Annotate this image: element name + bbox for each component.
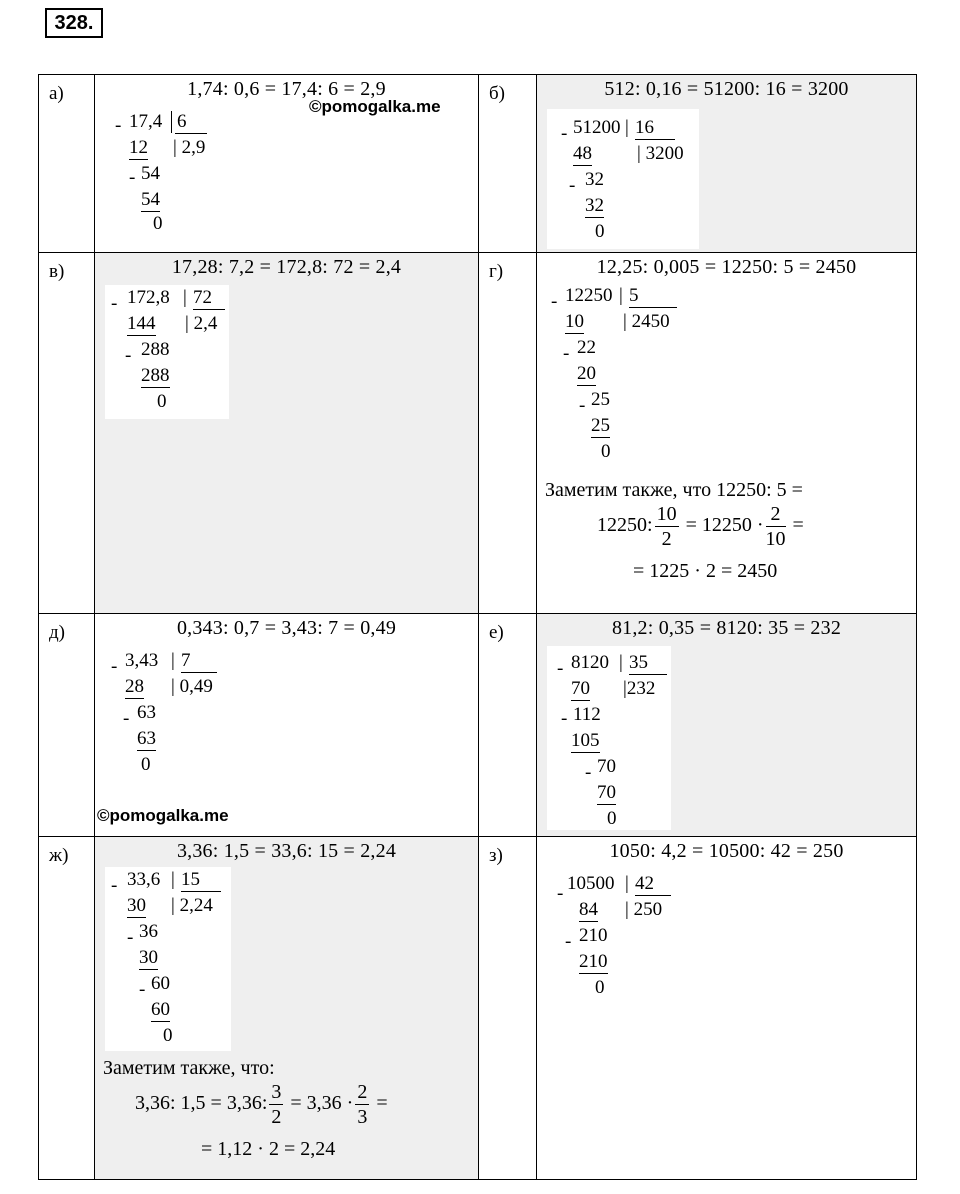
dividend: 51200: [573, 117, 621, 138]
cell-g: [537, 253, 917, 614]
equation-a: 1,74: 0,6 = 17,4: 6 = 2,9: [187, 78, 386, 100]
minus-sign: -: [551, 291, 558, 312]
numerator: 10: [656, 503, 677, 525]
minus-sign: -: [111, 875, 118, 896]
subtrahend: 30: [127, 895, 146, 916]
subtrahend: 70: [597, 782, 616, 803]
minus-sign: -: [563, 343, 570, 364]
equation-e: 81,2: 0,35 = 8120: 35 = 232: [611, 617, 842, 639]
denominator: 2: [661, 528, 672, 550]
cell-b: [537, 75, 917, 253]
division-bar: |: [625, 117, 629, 138]
remainder: 70: [597, 756, 616, 777]
minus-sign: -: [111, 656, 118, 677]
equation-v: 17,28: 7,2 = 172,8: 72 = 2,4: [171, 256, 402, 278]
solutions-table: [38, 74, 917, 1180]
equation-zh: 3,36: 1,5 = 33,6: 15 = 2,24: [176, 840, 397, 862]
subtrahend: 105: [571, 730, 600, 751]
numerator: 2: [357, 1081, 368, 1103]
label-b: б): [479, 75, 537, 253]
note-text: = 3,36 ·: [290, 1092, 354, 1115]
quotient-value: 2450: [631, 311, 670, 332]
long-division-a: [115, 111, 220, 235]
divisor: 35: [629, 652, 667, 675]
equation-g: 12,25: 0,005 = 12250: 5 = 2450: [596, 256, 857, 278]
subtrahend: 32: [585, 195, 604, 216]
cell-a: [95, 75, 479, 253]
minus-sign: -: [139, 979, 146, 1000]
note-text: = 12250 ·: [685, 514, 764, 537]
minus-sign: -: [579, 395, 586, 416]
subtrahend: 84: [579, 899, 598, 920]
cell-d: [95, 614, 479, 837]
cell-z: [537, 837, 917, 1180]
label-v: в): [39, 253, 95, 614]
watermark: ©pomogalka.me: [97, 806, 229, 825]
numerator: 3: [271, 1081, 282, 1103]
quotient: | 3200: [637, 143, 684, 164]
dividend: 3,43: [125, 650, 159, 671]
remainder-final: 0: [595, 977, 605, 998]
fraction: [269, 1080, 283, 1129]
equation-b: 512: 0,16 = 51200: 16 = 3200: [604, 78, 849, 100]
divisor: 16: [635, 117, 675, 140]
remainder-final: 0: [163, 1025, 173, 1046]
remainder-final: 0: [141, 754, 151, 775]
minus-sign: -: [561, 123, 568, 144]
minus-sign: -: [561, 708, 568, 729]
minus-sign: -: [111, 293, 118, 314]
table-row: [39, 614, 917, 837]
minus-sign: -: [557, 658, 564, 679]
minus-sign: -: [129, 167, 136, 188]
minus-sign: -: [125, 345, 132, 366]
remainder: 54: [141, 163, 160, 184]
division-bar: |: [619, 652, 623, 673]
remainder: 60: [151, 973, 170, 994]
equation-z: 1050: 4,2 = 10500: 42 = 250: [609, 840, 844, 862]
divisor: 7: [181, 650, 217, 673]
quotient: | 2,24: [171, 895, 213, 916]
quotient: | 2,4: [185, 313, 218, 334]
subtrahend: 70: [571, 678, 590, 699]
label-zh: ж): [39, 837, 95, 1180]
subtrahend: 48: [573, 143, 592, 164]
subtrahend: 20: [577, 363, 596, 384]
divisor: 15: [181, 869, 221, 892]
long-division-e: [547, 646, 671, 830]
remainder: 112: [573, 704, 601, 725]
note-line: = 1225 · 2 = 2450: [633, 560, 778, 582]
quotient-value: 2,9: [181, 137, 206, 158]
note-line: Заметим также, что 12250: 5 =: [545, 479, 803, 501]
remainder: 288: [141, 339, 170, 360]
note-fraction-line: [135, 1080, 478, 1136]
cell-v: [95, 253, 479, 614]
dividend: 17,4: [129, 111, 163, 132]
subtrahend: 144: [127, 313, 156, 334]
denominator: 10: [765, 528, 786, 550]
division-bar: |: [183, 287, 187, 308]
minus-sign: -: [569, 175, 576, 196]
remainder: 36: [139, 921, 158, 942]
label-g: г): [479, 253, 537, 614]
remainder-final: 0: [607, 808, 617, 829]
equation-d: 0,343: 0,7 = 3,43: 7 = 0,49: [176, 617, 397, 639]
subtrahend: 25: [591, 415, 610, 436]
quotient-value: 2,4: [193, 313, 218, 334]
subtrahend: 210: [579, 951, 608, 972]
long-division-d: [111, 650, 231, 776]
quotient: | 0,49: [171, 676, 213, 697]
quotient-value: 2,24: [179, 895, 213, 916]
remainder: 32: [585, 169, 604, 190]
note-text: =: [376, 1092, 388, 1115]
note-fraction-line: [597, 502, 916, 558]
remainder: 25: [591, 389, 610, 410]
cell-e: [537, 614, 917, 837]
long-division-v: [105, 285, 229, 419]
remainder: 63: [137, 702, 156, 723]
remainder-final: 0: [595, 221, 605, 242]
dividend: 10500: [567, 873, 615, 894]
remainder: 210: [579, 925, 608, 946]
divisor: 5: [629, 285, 677, 308]
quotient-value: 232: [626, 678, 656, 699]
dividend: 33,6: [127, 869, 161, 890]
remainder-final: 0: [157, 391, 167, 412]
note-line: Заметим также, что:: [103, 1057, 275, 1079]
remainder-final: 0: [153, 213, 163, 234]
subtrahend: 54: [141, 189, 160, 210]
quotient: | 2,9: [173, 137, 206, 158]
division-bar: [171, 111, 172, 133]
dividend: 8120: [571, 652, 609, 673]
subtrahend: 28: [125, 676, 144, 697]
quotient-value: 250: [633, 899, 663, 920]
subtrahend: 30: [139, 947, 158, 968]
divisor: 72: [193, 287, 225, 310]
watermark: ©pomogalka.me: [309, 97, 441, 116]
subtrahend: 63: [137, 728, 156, 749]
minus-sign: -: [565, 931, 572, 952]
remainder-final: 0: [601, 441, 611, 462]
subtrahend: 60: [151, 999, 170, 1020]
dividend: 172,8: [127, 287, 170, 308]
division-bar: |: [619, 285, 623, 306]
remainder: 22: [577, 337, 596, 358]
fraction: [355, 1080, 369, 1129]
minus-sign: -: [123, 708, 130, 729]
table-row: [39, 837, 917, 1180]
minus-sign: -: [115, 115, 122, 136]
denominator: 2: [271, 1106, 282, 1128]
divisor: 42: [635, 873, 671, 896]
division-bar: |: [625, 873, 629, 894]
note-text: 3,36: 1,5 = 3,36:: [135, 1092, 268, 1115]
label-d: д): [39, 614, 95, 837]
note-line: = 1,12 · 2 = 2,24: [201, 1138, 336, 1160]
minus-sign: -: [557, 883, 564, 904]
quotient: | 2450: [623, 311, 670, 332]
long-division-zh: [105, 867, 231, 1051]
division-bar: |: [171, 650, 175, 671]
denominator: 3: [357, 1106, 368, 1128]
divisor: 6: [175, 111, 207, 134]
quotient: |232: [623, 678, 656, 699]
cell-zh: [95, 837, 479, 1180]
division-bar: |: [171, 869, 175, 890]
table-row: [39, 253, 917, 614]
fraction: [655, 502, 679, 551]
subtrahend: 10: [565, 311, 584, 332]
long-division-g: [551, 285, 691, 467]
dividend: 12250: [565, 285, 613, 306]
label-e: е): [479, 614, 537, 837]
subtrahend: 288: [141, 365, 170, 386]
label-z: з): [479, 837, 537, 1180]
minus-sign: -: [127, 927, 134, 948]
label-a: а): [39, 75, 95, 253]
exercise-number: 328.: [45, 8, 103, 38]
note-text: =: [792, 514, 804, 537]
fraction: [766, 502, 786, 551]
long-division-z: [555, 873, 695, 999]
quotient: | 250: [625, 899, 663, 920]
note-text: 12250:: [597, 514, 653, 537]
long-division-b: [547, 109, 699, 249]
numerator: 2: [766, 502, 786, 527]
quotient-value: 0,49: [179, 676, 213, 697]
minus-sign: -: [585, 762, 592, 783]
subtrahend: 12: [129, 137, 148, 158]
table-row: [39, 75, 917, 253]
quotient-value: 3200: [645, 143, 684, 164]
